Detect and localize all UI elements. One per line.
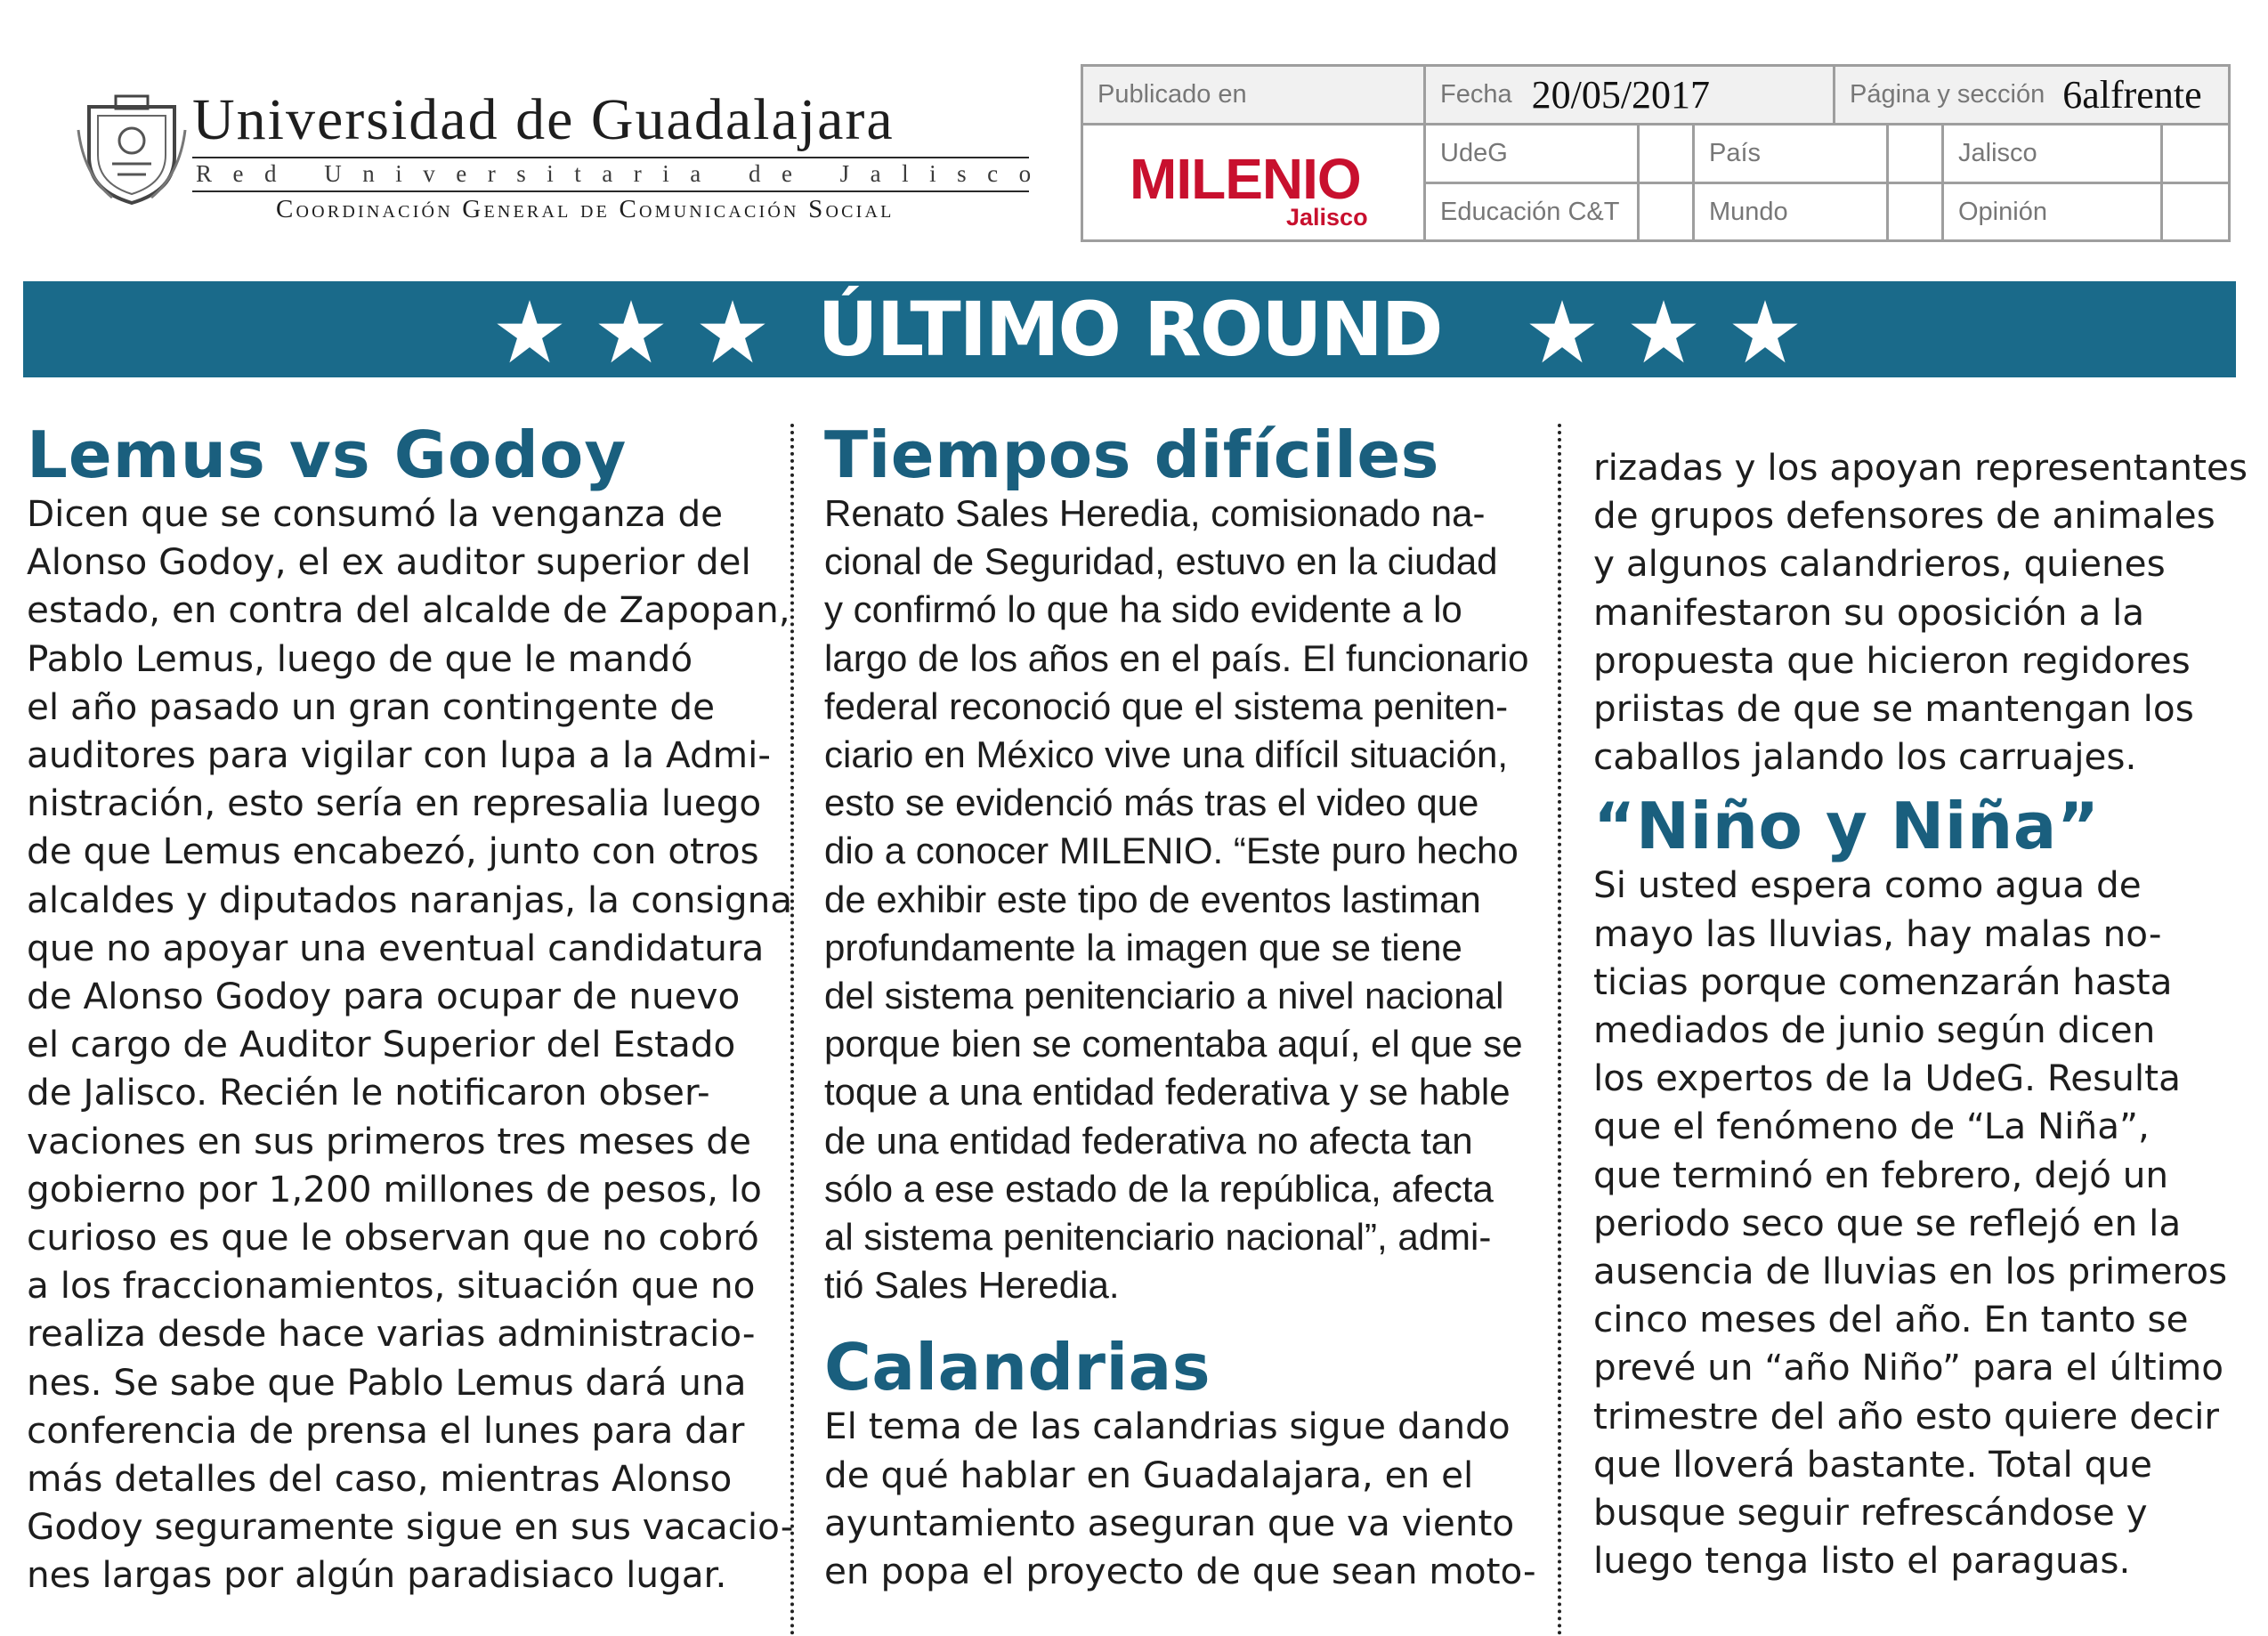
column-right	[1593, 443, 2252, 1584]
page-value: 6alfrente	[2062, 73, 2202, 117]
text-line: mediados de junio según dicen	[1593, 1008, 2156, 1052]
publication-box	[1081, 64, 2231, 242]
published-in-label: Publicado en	[1083, 67, 1426, 126]
text-line: vaciones en sus primeros tres meses de	[27, 1119, 751, 1162]
text-line: Pablo Lemus, luego de que le mandó	[27, 636, 693, 680]
page-cell	[1835, 67, 2228, 126]
text-line: trimestre del año esto quiere decir	[1593, 1394, 2220, 1438]
star-icon	[1527, 297, 1597, 367]
text-line: tió Sales Heredia.	[824, 1264, 1120, 1307]
section-mundo: Mundo	[1695, 184, 1889, 239]
university-name: Universidad de Guadalajara	[192, 87, 895, 152]
article-title: Calandrias	[824, 1330, 1211, 1405]
text-line: nistración, esto sería en represalia luego	[27, 782, 762, 825]
text-line: conferencia de prensa el lunes para dar	[27, 1408, 745, 1452]
text-line: gobierno por 1,200 millones de pesos, lo	[27, 1167, 762, 1211]
text-line: de qué hablar en Guadalajara, en el	[824, 1453, 1474, 1496]
text-line: el cargo de Auditor Superior del Estado	[27, 1023, 736, 1066]
text-line: que terminó en febrero, dejó un	[1593, 1153, 2169, 1196]
text-line: porque bien se comentaba aquí, el que se	[824, 1023, 1523, 1065]
coordination-name: Coordinación General de Comunicación Social	[276, 195, 895, 223]
article-body	[1593, 861, 2252, 1584]
article-body	[27, 490, 794, 1600]
section-educacion: Educación C&T	[1426, 184, 1640, 239]
date-value: 20/05/2017	[1531, 73, 1711, 117]
section-checkbox	[1640, 184, 1695, 239]
text-line: y algunos calandrieros, quienes	[1593, 542, 2166, 586]
text-line: los expertos de la UdeG. Resulta	[1593, 1057, 2181, 1100]
article-body-continued	[1593, 443, 2252, 781]
text-line: Dicen que se consumó la venganza de	[27, 492, 724, 535]
text-line: nes. Se sabe que Pablo Lemus dará una	[27, 1360, 747, 1404]
outlet-name: MILENIO	[1130, 147, 1361, 211]
text-line: ticias porque comenzarán hasta	[1593, 960, 2173, 1003]
text-line: de una entidad federativa no afecta tan	[824, 1119, 1473, 1162]
text-line: profundamente la imagen que se tiene	[824, 926, 1462, 968]
section-udeg: UdeG	[1426, 126, 1640, 184]
date-label: Fecha	[1440, 80, 1512, 109]
star-icon	[1629, 297, 1698, 367]
header-rule	[192, 190, 1029, 192]
text-line: alcaldes y diputados naranjas, la consigna	[27, 878, 793, 921]
text-line: que el fenómeno de “La Niña”,	[1593, 1105, 2150, 1148]
text-line: en popa el proyecto de que sean moto-	[824, 1550, 1536, 1593]
text-line: estado, en contra del alcalde de Zapopan,	[27, 588, 790, 632]
section-opinion: Opinión	[1944, 184, 2163, 239]
text-line: mayo las lluvias, hay malas no-	[1593, 911, 2162, 955]
text-line: priistas de que se mantengan los	[1593, 687, 2194, 731]
section-checkbox	[2163, 126, 2228, 184]
section-banner	[23, 281, 2236, 377]
text-line: busque seguir refrescándose y	[1593, 1491, 2148, 1535]
text-line: a los fraccionamientos, situación que no	[27, 1264, 756, 1308]
text-line: realiza desde hace varias administracio-	[27, 1312, 756, 1356]
date-cell	[1426, 67, 1835, 126]
text-line: Si usted espera como agua de	[1593, 863, 2142, 907]
text-line: largo de los años en el país. El funcionario	[824, 636, 1529, 679]
article-body	[824, 490, 1554, 1309]
page-label: Página y sección	[1850, 80, 2045, 109]
text-line: luego tenga listo el paraguas.	[1593, 1539, 2131, 1583]
text-line: dio a conocer MILENIO. “Este puro hecho	[824, 830, 1519, 872]
text-line: y confirmó lo que ha sido evidente a lo	[824, 588, 1462, 631]
section-checkbox	[1640, 126, 1695, 184]
text-line: cinco meses del año. En tanto se	[1593, 1298, 2189, 1341]
text-line: propuesta que hicieron regidores	[1593, 638, 2191, 682]
text-line: de Alonso Godoy para ocupar de nuevo	[27, 975, 741, 1018]
outlet-region: Jalisco	[1286, 204, 1368, 231]
text-line: federal reconoció que el sistema peniten-	[824, 684, 1509, 727]
text-line: del sistema penitenciario a nivel nacional	[824, 975, 1504, 1017]
text-line: de Jalisco. Recién le notificaron obser-	[27, 1071, 710, 1114]
text-line: de que Lemus encabezó, junto con otros	[27, 830, 759, 873]
text-line: que lloverá bastante. Total que	[1593, 1442, 2152, 1486]
text-line: esto se evidenció más tras el video que	[824, 782, 1479, 824]
text-line: periodo seco que se reflejó en la	[1593, 1201, 2182, 1244]
text-line: El tema de las calandrias sigue dando	[824, 1405, 1511, 1448]
column-left	[27, 417, 794, 1600]
article-title: Tiempos difíciles	[824, 417, 1440, 492]
text-line: prevé un “año Niño” para el último	[1593, 1346, 2224, 1389]
star-icon	[1730, 297, 1800, 367]
section-pais: País	[1695, 126, 1889, 184]
text-line: auditores para vigilar con lupa a la Admi-	[27, 733, 771, 777]
article-title: “Niño y Niña”	[1593, 789, 2100, 864]
text-line: que no apoyar una eventual candidatura	[27, 926, 765, 969]
network-name: Red Universitaria de Jalisco	[196, 160, 1052, 187]
text-line: Renato Sales Heredia, comisionado na-	[824, 492, 1486, 534]
text-line: Godoy seguramente sigue en sus vacacio-	[27, 1505, 794, 1549]
banner-title: ÚLTIMO ROUND	[817, 286, 1442, 373]
section-checkbox	[2163, 184, 2228, 239]
article-title: Lemus vs Godoy	[27, 417, 628, 492]
column-divider	[1558, 424, 1561, 1636]
text-line: curioso es que le observan que no cobró	[27, 1216, 759, 1259]
text-line: más detalles del caso, mientras Alonso	[27, 1457, 733, 1501]
university-seal-icon	[77, 94, 187, 207]
text-line: nes largas por algún paradisiaco lugar.	[27, 1553, 727, 1597]
outlet-logo	[1083, 126, 1426, 239]
text-line: de grupos defensores de animales	[1593, 494, 2215, 538]
text-line: el año pasado un gran contingente de	[27, 684, 716, 728]
column-center	[824, 418, 1554, 1595]
header-rule	[192, 157, 1029, 158]
text-line: manifestaron su oposición a la	[1593, 590, 2145, 634]
article-body	[824, 1402, 1554, 1595]
text-line: caballos jalando los carruajes.	[1593, 735, 2137, 779]
text-line: de exhibir este tipo de eventos lastiman	[824, 878, 1481, 920]
text-line: Alonso Godoy, el ex auditor superior del	[27, 540, 751, 584]
text-line: toque a una entidad federativa y se hable	[824, 1071, 1511, 1114]
university-header	[77, 85, 1052, 223]
section-jalisco: Jalisco	[1944, 126, 2163, 184]
column-divider	[790, 424, 794, 1636]
section-checkbox	[1889, 184, 1944, 239]
text-line: rizadas y los apoyan representantes	[1593, 446, 2248, 489]
text-line: sólo a ese estado de la república, afecta	[824, 1167, 1494, 1210]
section-checkbox	[1889, 126, 1944, 184]
text-line: cional de Seguridad, estuvo en la ciudad	[824, 540, 1498, 583]
text-line: ciario en México vive una difícil situación,	[824, 733, 1509, 776]
text-line: ayuntamiento aseguran que va viento	[824, 1501, 1515, 1544]
text-line: ausencia de lluvias en los primeros	[1593, 1250, 2228, 1293]
text-line: al sistema penitenciario nacional”, admi-	[824, 1216, 1492, 1259]
